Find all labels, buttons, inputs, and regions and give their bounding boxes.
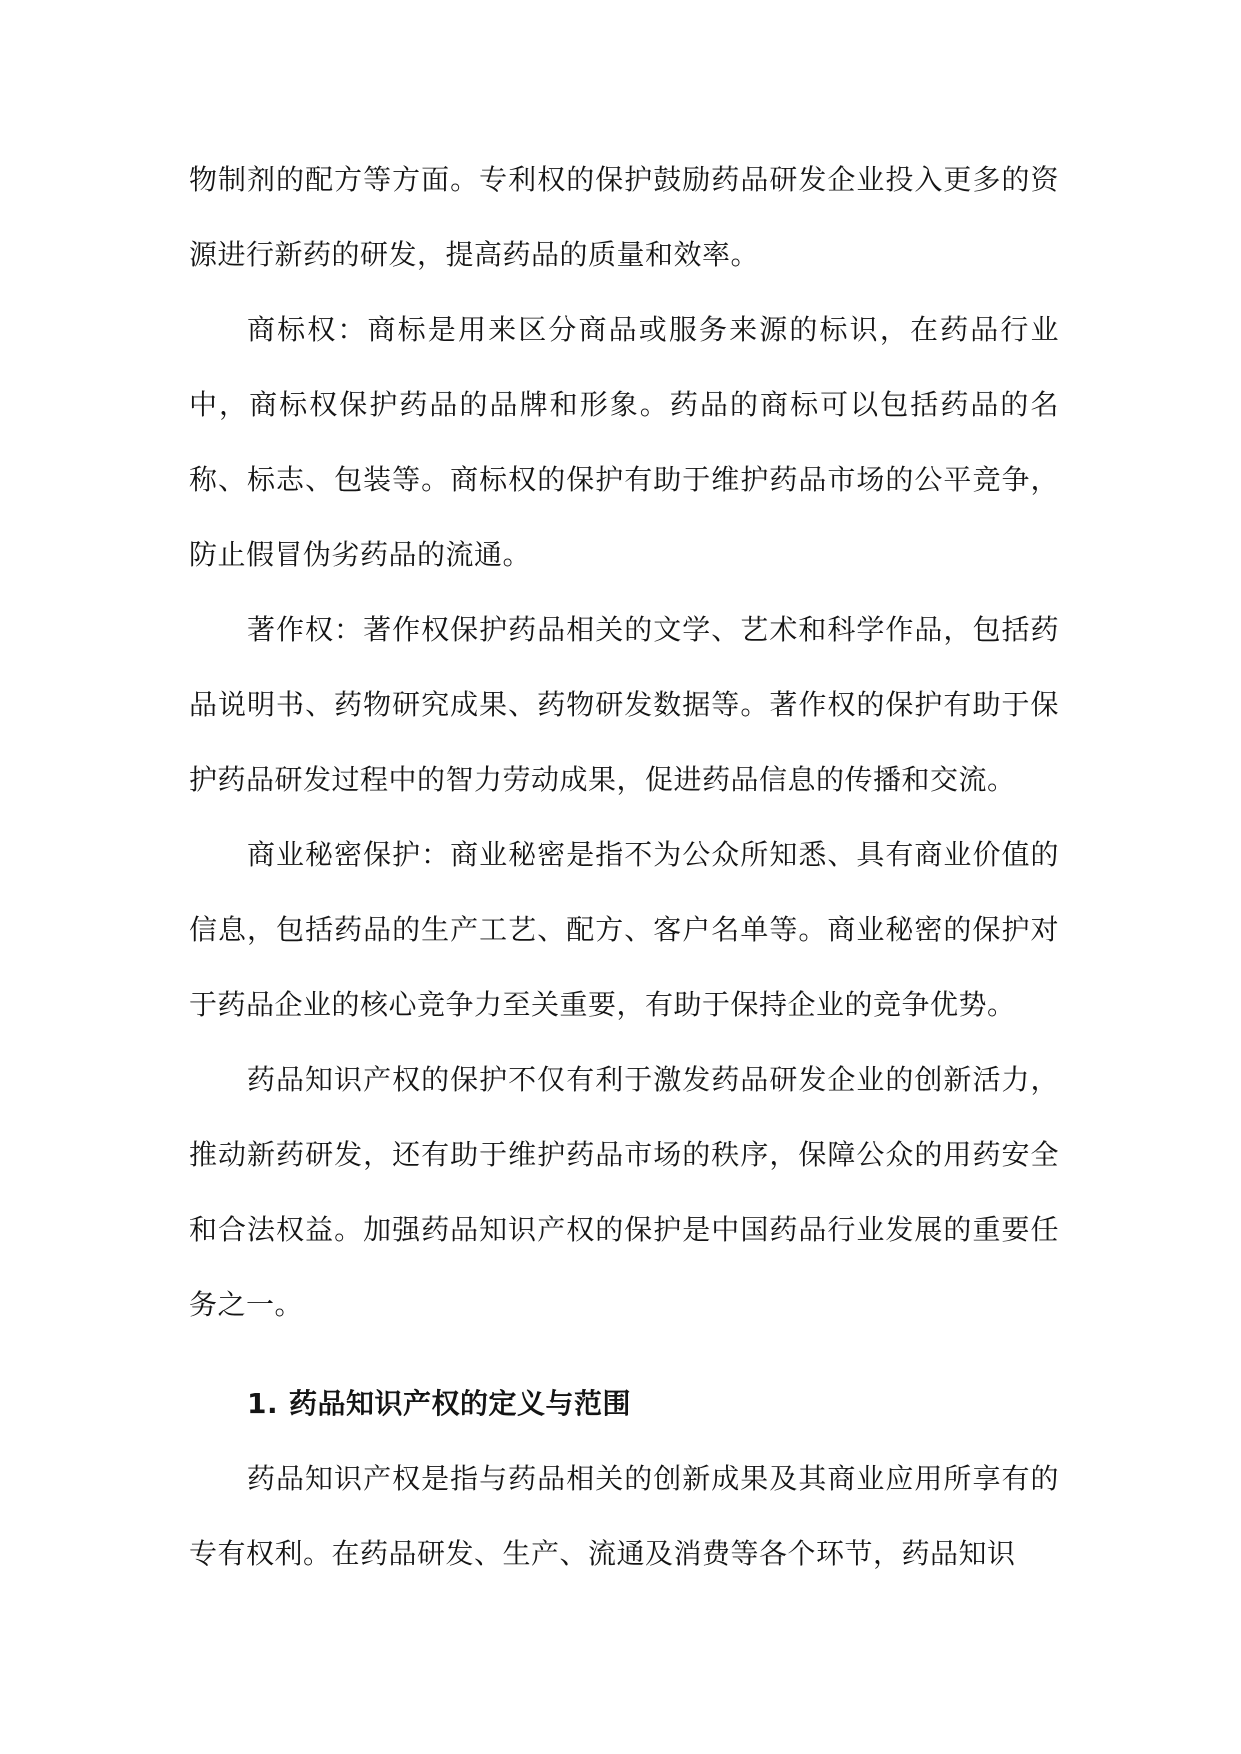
section-heading [189, 1366, 1059, 1441]
document-body [189, 142, 1059, 1591]
paragraph-summary: 药品知识产权的保护不仅有利于激发药品研发企业的创新活力，推动新药研发，还有助于维护药品市场的秩序，保障公众的用药安全和合法权益。加强药品知识产权的保护是中国药品行业发展的重要任务之一。 [189, 1063, 1059, 1321]
paragraph-patent-continuation: 物制剂的配方等方面。专利权的保护鼓励药品研发企业投入更多的资源进行新药的研发，提高药品的质量和效率。 [189, 163, 1059, 271]
paragraph-definition: 药品知识产权是指与药品相关的创新成果及其商业应用所享有的专有权利。在药品研发、生产、流通及消费等各个环节，药品知识 [189, 1462, 1059, 1570]
paragraph-trademark: 商标权：商标是用来区分商品或服务来源的标识，在药品行业中，商标权保护药品的品牌和形象。药品的商标可以包括药品的名称、标志、包装等。商标权的保护有助于维护药品市场的公平竞争，防止假冒伪劣药品的流通。 [189, 313, 1059, 571]
paragraph-copyright: 著作权：著作权保护药品相关的文学、艺术和科学作品，包括药品说明书、药物研究成果、药物研发数据等。著作权的保护有助于保护药品研发过程中的智力劳动成果，促进药品信息的传播和交流。 [189, 613, 1059, 796]
paragraph-trade-secret: 商业秘密保护：商业秘密是指不为公众所知悉、具有商业价值的信息，包括药品的生产工艺、配方、客户名单等。商业秘密的保护对于药品企业的核心竞争力至关重要，有助于保持企业的竞争优势。 [189, 838, 1059, 1021]
section-heading-number: 1. [247, 1387, 279, 1420]
section-heading-title: 药品知识产权的定义与范围 [289, 1387, 632, 1420]
